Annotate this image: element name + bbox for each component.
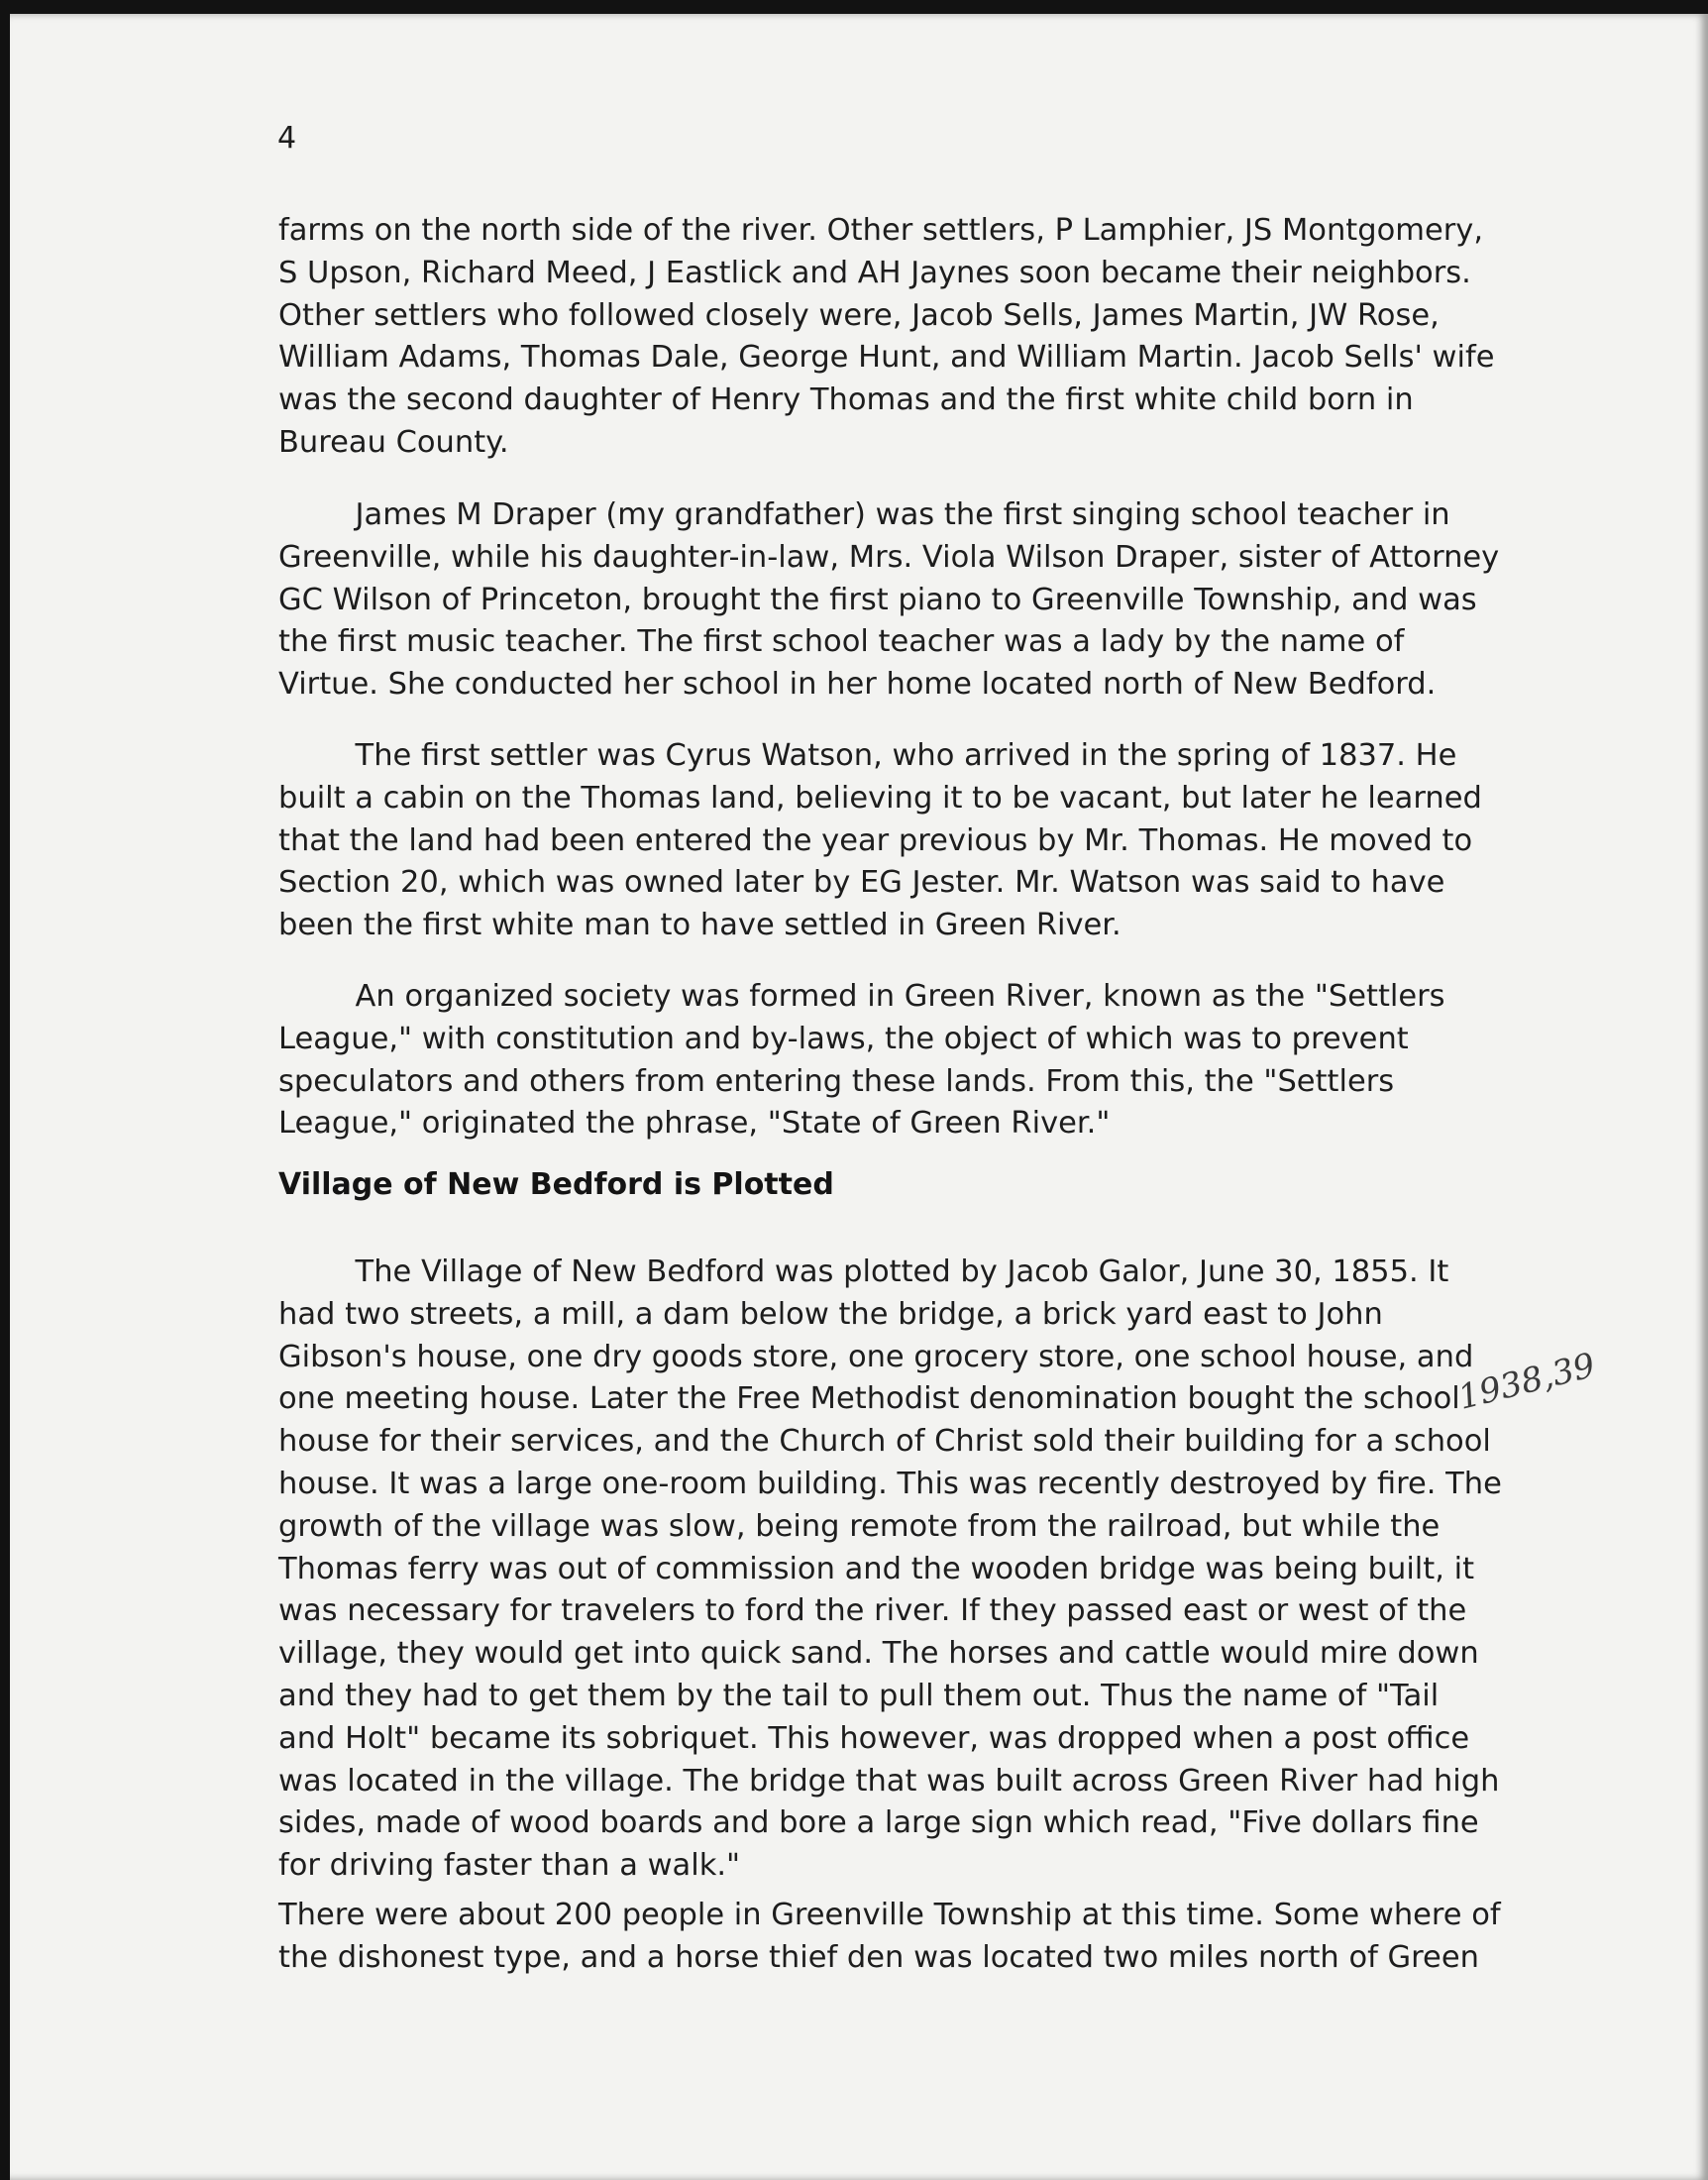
text-line: one meeting house. Later the Free Methodist denomination bought the school: [278, 1381, 1460, 1417]
text-line: been the first white man to have settled in Green River.: [278, 908, 1121, 943]
text-line: There were about 200 people in Greenville Township at this time. Some where of: [278, 1898, 1501, 1932]
paragraph: [278, 976, 1445, 1145]
text-line: James M Draper (my grandfather) was the first singing school teacher in: [278, 497, 1450, 532]
section-heading: Village of New Bedford is Plotted: [278, 1167, 834, 1202]
text-line: growth of the village was slow, being remote from the railroad, but while the: [278, 1508, 1441, 1544]
text-line: had two streets, a mill, a dam below the bridge, a brick yard east to John: [278, 1296, 1383, 1332]
text-line: for driving faster than a walk.": [278, 1848, 741, 1884]
text-line: The first settler was Cyrus Watson, who arrived in the spring of 1837. He: [278, 738, 1457, 773]
text-line: village, they would get into quick sand. The horses and cattle would mire down: [278, 1636, 1479, 1672]
text-line: farms on the north side of the river. Other settlers, P Lamphier, JS Montgomery,: [278, 213, 1484, 248]
text-line: GC Wilson of Princeton, brought the first piano to Greenville Township, and was: [278, 582, 1477, 617]
text-line: was located in the village. The bridge that was built across Green River had high: [278, 1763, 1500, 1798]
text-line: house. It was a large one-room building. This was recently destroyed by fire. The: [278, 1466, 1502, 1501]
text-line: Bureau County.: [278, 424, 509, 460]
paragraph: [278, 1252, 1502, 1888]
text-line: that the land had been entered the year previous by Mr. Thomas. He moved to: [278, 822, 1473, 858]
handwritten-annotation: 1938,39: [1454, 1345, 1600, 1418]
text-line: house for their services, and the Church of Christ sold their building for a school: [278, 1424, 1491, 1460]
paragraph: [278, 494, 1499, 707]
text-line: was the second daughter of Henry Thomas and the first white child born in: [278, 382, 1414, 418]
text-line: The Village of New Bedford was plotted by Jacob Galor, June 30, 1855. It: [278, 1254, 1449, 1289]
paragraph: [278, 735, 1482, 947]
text-line: and they had to get them by the tail to pull them out. Thus the name of "Tail: [278, 1678, 1440, 1713]
text-line: An organized society was formed in Green River, known as the "Settlers: [278, 979, 1445, 1014]
text-line: League," originated the phrase, "State of Green River.": [278, 1106, 1111, 1142]
text-line: and Holt" became its sobriquet. This however, was dropped when a post office: [278, 1720, 1470, 1756]
text-line: Gibson's house, one dry goods store, one grocery store, one school house, and: [278, 1339, 1474, 1374]
text-line: Thomas ferry was out of commission and the wooden bridge was being built, it: [278, 1551, 1475, 1586]
text-line: speculators and others from entering these lands. From this, the "Settlers: [278, 1063, 1395, 1099]
text-line: sides, made of wood boards and bore a large sign which read, "Five dollars fine: [278, 1805, 1479, 1841]
text-line: Other settlers who followed closely were, Jacob Sells, James Martin, JW Rose,: [278, 297, 1440, 333]
text-line: William Adams, Thomas Dale, George Hunt, and William Martin. Jacob Sells' wife: [278, 340, 1495, 376]
text-line: Virtue. She conducted her school in her home located north of New Bedford.: [278, 667, 1437, 703]
text-line: was necessary for travelers to ford the river. If they passed east or west of the: [278, 1593, 1467, 1629]
text-line: the first music teacher. The first school teacher was a lady by the name of: [278, 624, 1405, 660]
text-line: the dishonest type, and a horse thief den was located two miles north of Green: [278, 1939, 1479, 1975]
paragraph: [278, 1895, 1501, 1980]
text-line: Section 20, which was owned later by EG Jester. Mr. Watson was said to have: [278, 865, 1445, 901]
paragraph: [278, 210, 1494, 465]
text-line: League," with constitution and by-laws, the object of which was to prevent: [278, 1021, 1409, 1056]
text-line: Greenville, while his daughter-in-law, Mrs. Viola Wilson Draper, sister of Attorney: [278, 539, 1500, 575]
text-line: built a cabin on the Thomas land, believing it to be vacant, but later he learned: [278, 780, 1482, 816]
document-page: [10, 14, 1708, 2180]
page-number: 4: [277, 121, 297, 156]
text-line: S Upson, Richard Meed, J Eastlick and AH Jaynes soon became their neighbors.: [278, 255, 1471, 290]
